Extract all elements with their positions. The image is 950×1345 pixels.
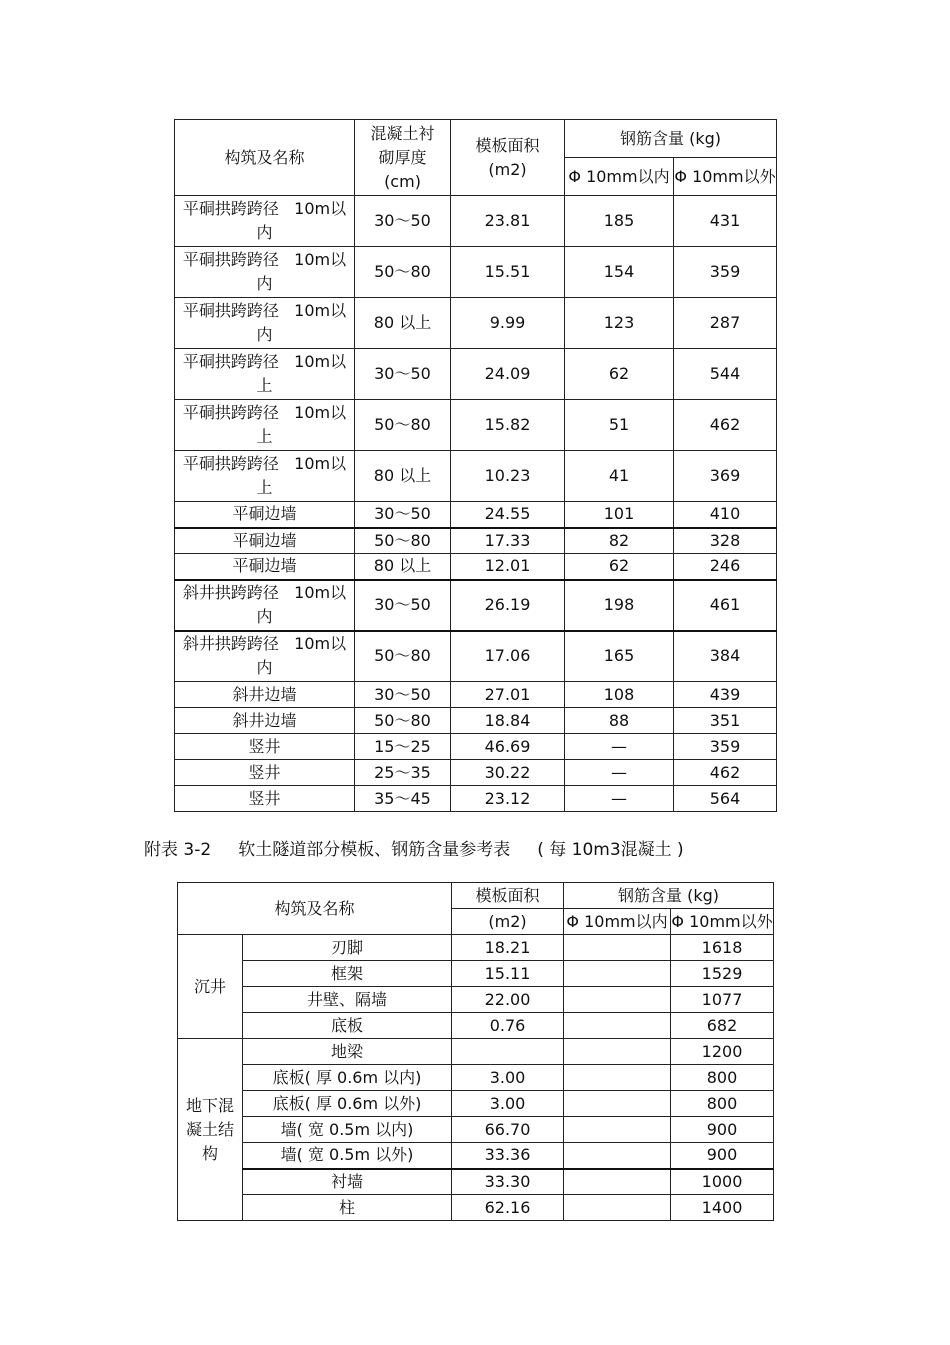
row-name-line: 平硐边墙 bbox=[232, 556, 297, 576]
row-name-line: 内 bbox=[256, 658, 273, 678]
table-row bbox=[175, 760, 777, 786]
row-name bbox=[175, 708, 355, 734]
row-formwork-area: 3.00 bbox=[452, 1091, 564, 1117]
row-name bbox=[175, 554, 355, 580]
row-name bbox=[175, 786, 355, 812]
header-thickness bbox=[355, 120, 451, 196]
row-name: 底板( 厚 0.6m 以内) bbox=[243, 1065, 452, 1091]
row-steel-in bbox=[564, 935, 671, 961]
row-steel-in: — bbox=[565, 786, 674, 812]
row-name-line: 平硐拱跨跨径 10m以 bbox=[182, 352, 347, 371]
row-steel-in: — bbox=[565, 734, 674, 760]
row-steel-in bbox=[564, 961, 671, 987]
formwork-steel-table-1 bbox=[174, 119, 777, 812]
row-steel-out: 1618 bbox=[671, 935, 774, 961]
row-formwork-area: 22.00 bbox=[452, 987, 564, 1013]
group-name-line: 地下混 bbox=[185, 1095, 234, 1115]
table1-body bbox=[175, 196, 777, 812]
row-formwork-area: 66.70 bbox=[452, 1117, 564, 1143]
row-thickness: 50～80 bbox=[355, 708, 451, 734]
header-thickness-line3: (cm) bbox=[384, 171, 421, 191]
row-steel-out: 800 bbox=[671, 1091, 774, 1117]
table-row bbox=[178, 935, 774, 961]
row-name-line: 平硐拱跨跨径 10m以 bbox=[182, 454, 347, 473]
row-steel-in bbox=[564, 1091, 671, 1117]
row-steel-out: 461 bbox=[674, 580, 777, 631]
row-steel-in: 165 bbox=[565, 631, 674, 682]
row-steel-in: 62 bbox=[565, 349, 674, 400]
row-thickness: 30～50 bbox=[355, 502, 451, 528]
table-row bbox=[178, 1117, 774, 1143]
row-name-line: 竖井 bbox=[248, 736, 281, 756]
row-steel-out: 431 bbox=[674, 196, 777, 247]
row-steel-out: 359 bbox=[674, 247, 777, 298]
row-formwork-area: 9.99 bbox=[451, 298, 565, 349]
table-row bbox=[178, 1091, 774, 1117]
row-steel-in bbox=[564, 1117, 671, 1143]
header-formwork bbox=[451, 120, 565, 196]
row-steel-in: 51 bbox=[565, 400, 674, 451]
row-name bbox=[175, 734, 355, 760]
header-name: 构筑及名称 bbox=[178, 883, 452, 935]
row-formwork-area: 10.23 bbox=[451, 451, 565, 502]
row-formwork-area: 27.01 bbox=[451, 682, 565, 708]
row-thickness: 80 以上 bbox=[355, 298, 451, 349]
table-row bbox=[178, 987, 774, 1013]
table-row bbox=[175, 400, 777, 451]
row-steel-out: 351 bbox=[674, 708, 777, 734]
table-row bbox=[175, 298, 777, 349]
group-name bbox=[178, 935, 243, 1039]
table-row bbox=[178, 1143, 774, 1169]
row-steel-in bbox=[564, 1195, 671, 1221]
row-steel-out: 359 bbox=[674, 734, 777, 760]
row-formwork-area: 0.76 bbox=[452, 1013, 564, 1039]
row-formwork-area: 15.82 bbox=[451, 400, 565, 451]
row-steel-out: 462 bbox=[674, 760, 777, 786]
table-row bbox=[175, 247, 777, 298]
row-name-line: 平硐拱跨跨径 10m以 bbox=[182, 301, 347, 320]
row-steel-in bbox=[564, 1143, 671, 1169]
row-name-line: 平硐拱跨跨径 10m以 bbox=[182, 199, 347, 218]
row-steel-in: 154 bbox=[565, 247, 674, 298]
row-name: 框架 bbox=[243, 961, 452, 987]
row-name bbox=[175, 451, 355, 502]
row-steel-in: 82 bbox=[565, 528, 674, 554]
group-name bbox=[178, 1039, 243, 1221]
row-formwork-area: 15.51 bbox=[451, 247, 565, 298]
row-name-line: 斜井拱跨跨径 10m以 bbox=[182, 634, 347, 654]
row-steel-out: 900 bbox=[671, 1117, 774, 1143]
row-formwork-area: 18.21 bbox=[452, 935, 564, 961]
row-name bbox=[175, 682, 355, 708]
header-steel-out: Φ 10mm以外 bbox=[674, 158, 777, 196]
row-name-line: 内 bbox=[256, 607, 273, 626]
row-steel-out: 384 bbox=[674, 631, 777, 682]
header-formwork-line2: (m2) bbox=[452, 909, 564, 935]
row-steel-in bbox=[564, 987, 671, 1013]
header-steel-in: Φ 10mm以内 bbox=[564, 909, 671, 935]
group-name-line: 沉井 bbox=[193, 976, 226, 996]
table-row bbox=[178, 1065, 774, 1091]
row-thickness: 50～80 bbox=[355, 400, 451, 451]
row-formwork-area: 46.69 bbox=[451, 734, 565, 760]
row-name bbox=[175, 400, 355, 451]
row-thickness: 30～50 bbox=[355, 196, 451, 247]
row-steel-out: 246 bbox=[674, 554, 777, 580]
row-name bbox=[175, 298, 355, 349]
row-name: 底板( 厚 0.6m 以外) bbox=[243, 1091, 452, 1117]
row-formwork-area: 3.00 bbox=[452, 1065, 564, 1091]
row-thickness: 35～45 bbox=[355, 786, 451, 812]
table-row bbox=[175, 196, 777, 247]
table-row bbox=[175, 682, 777, 708]
row-name bbox=[175, 349, 355, 400]
row-thickness: 50～80 bbox=[355, 247, 451, 298]
row-name bbox=[175, 196, 355, 247]
row-thickness: 30～50 bbox=[355, 580, 451, 631]
row-name: 井壁、隔墙 bbox=[243, 987, 452, 1013]
row-name: 衬墙 bbox=[243, 1169, 452, 1195]
table-row bbox=[175, 528, 777, 554]
table-row bbox=[175, 580, 777, 631]
row-thickness: 50～80 bbox=[355, 528, 451, 554]
row-name bbox=[175, 760, 355, 786]
header-formwork-line2: (m2) bbox=[488, 159, 527, 179]
row-steel-in: 101 bbox=[565, 502, 674, 528]
row-name bbox=[175, 631, 355, 682]
row-thickness: 80 以上 bbox=[355, 554, 451, 580]
row-steel-out: 682 bbox=[671, 1013, 774, 1039]
row-formwork-area: 33.36 bbox=[452, 1143, 564, 1169]
header-formwork-line1: 模板面积 bbox=[452, 883, 564, 909]
header-formwork-line1: 模板面积 bbox=[475, 135, 540, 155]
row-name-line: 斜井拱跨跨径 10m以 bbox=[182, 583, 347, 602]
row-name: 墙( 宽 0.5m 以外) bbox=[243, 1143, 452, 1169]
header-thickness-line2: 砌厚度 bbox=[378, 147, 427, 167]
row-formwork-area: 62.16 bbox=[452, 1195, 564, 1221]
group-name-line: 构 bbox=[201, 1143, 218, 1163]
row-steel-out: 1200 bbox=[671, 1039, 774, 1065]
table-row bbox=[175, 734, 777, 760]
row-steel-in: 88 bbox=[565, 708, 674, 734]
row-name bbox=[175, 580, 355, 631]
row-formwork-area: 24.55 bbox=[451, 502, 565, 528]
row-name bbox=[175, 247, 355, 298]
table-row bbox=[175, 786, 777, 812]
row-name-line: 内 bbox=[256, 274, 273, 293]
row-name-line: 竖井 bbox=[248, 788, 281, 808]
row-steel-out: 439 bbox=[674, 682, 777, 708]
row-formwork-area: 18.84 bbox=[451, 708, 565, 734]
row-name-line: 平硐边墙 bbox=[232, 504, 297, 524]
row-steel-in: 108 bbox=[565, 682, 674, 708]
row-steel-in bbox=[564, 1065, 671, 1091]
row-name-line: 上 bbox=[256, 376, 273, 395]
row-steel-out: 544 bbox=[674, 349, 777, 400]
row-steel-out: 564 bbox=[674, 786, 777, 812]
row-steel-out: 462 bbox=[674, 400, 777, 451]
row-name: 刃脚 bbox=[243, 935, 452, 961]
row-name-line: 平硐边墙 bbox=[232, 530, 297, 550]
row-name-line: 上 bbox=[256, 478, 273, 497]
row-name-line: 平硐拱跨跨径 10m以 bbox=[182, 250, 347, 269]
group-name-line: 凝土结 bbox=[185, 1119, 234, 1139]
row-name-line: 上 bbox=[256, 427, 273, 446]
row-steel-out: 410 bbox=[674, 502, 777, 528]
table-row bbox=[178, 1169, 774, 1195]
header-thickness-line1: 混凝土衬 bbox=[370, 123, 435, 143]
table-row bbox=[175, 708, 777, 734]
row-thickness: 50～80 bbox=[355, 631, 451, 682]
row-steel-in: 185 bbox=[565, 196, 674, 247]
row-steel-in bbox=[564, 1013, 671, 1039]
row-name bbox=[175, 528, 355, 554]
table2-body bbox=[178, 935, 774, 1221]
row-formwork-area: 17.06 bbox=[451, 631, 565, 682]
formwork-steel-table-2 bbox=[177, 882, 774, 1221]
row-formwork-area: 15.11 bbox=[452, 961, 564, 987]
table-row bbox=[178, 1039, 774, 1065]
row-steel-out: 369 bbox=[674, 451, 777, 502]
row-steel-in: 62 bbox=[565, 554, 674, 580]
row-name-line: 斜井边墙 bbox=[232, 710, 297, 730]
row-steel-in: — bbox=[565, 760, 674, 786]
row-name-line: 斜井边墙 bbox=[232, 684, 297, 704]
table-row bbox=[175, 502, 777, 528]
row-formwork-area: 33.30 bbox=[452, 1169, 564, 1195]
header-steel: 钢筋含量 (kg) bbox=[565, 120, 777, 158]
row-name-line: 内 bbox=[256, 325, 273, 344]
row-name: 底板 bbox=[243, 1013, 452, 1039]
table-row bbox=[178, 1195, 774, 1221]
row-thickness: 30～50 bbox=[355, 682, 451, 708]
row-steel-out: 287 bbox=[674, 298, 777, 349]
table-row bbox=[175, 451, 777, 502]
table2-caption: 附表 3-2 软土隧道部分模板、钢筋含量参考表 ( 每 10m3混凝土 ) bbox=[144, 840, 684, 860]
row-formwork-area: 23.12 bbox=[451, 786, 565, 812]
row-name bbox=[175, 502, 355, 528]
table-row bbox=[175, 554, 777, 580]
row-steel-out: 800 bbox=[671, 1065, 774, 1091]
header-steel: 钢筋含量 (kg) bbox=[564, 883, 774, 909]
row-name-line: 平硐拱跨跨径 10m以 bbox=[182, 403, 347, 422]
header-steel-out: Φ 10mm以外 bbox=[671, 909, 774, 935]
row-formwork-area: 26.19 bbox=[451, 580, 565, 631]
row-steel-in bbox=[564, 1169, 671, 1195]
row-formwork-area: 17.33 bbox=[451, 528, 565, 554]
row-steel-out: 1000 bbox=[671, 1169, 774, 1195]
row-formwork-area: 12.01 bbox=[451, 554, 565, 580]
row-name-line: 竖井 bbox=[248, 762, 281, 782]
row-steel-out: 1077 bbox=[671, 987, 774, 1013]
row-steel-out: 1400 bbox=[671, 1195, 774, 1221]
table-row bbox=[178, 1013, 774, 1039]
table-row bbox=[178, 961, 774, 987]
row-name: 柱 bbox=[243, 1195, 452, 1221]
row-thickness: 30～50 bbox=[355, 349, 451, 400]
row-thickness: 80 以上 bbox=[355, 451, 451, 502]
header-name: 构筑及名称 bbox=[175, 120, 355, 196]
table-row bbox=[175, 631, 777, 682]
row-steel-in: 198 bbox=[565, 580, 674, 631]
row-name-line: 内 bbox=[256, 223, 273, 242]
row-name: 地梁 bbox=[243, 1039, 452, 1065]
row-steel-out: 328 bbox=[674, 528, 777, 554]
row-formwork-area bbox=[452, 1039, 564, 1065]
row-steel-in: 41 bbox=[565, 451, 674, 502]
row-formwork-area: 30.22 bbox=[451, 760, 565, 786]
table-row bbox=[175, 349, 777, 400]
row-name: 墙( 宽 0.5m 以内) bbox=[243, 1117, 452, 1143]
row-steel-in: 123 bbox=[565, 298, 674, 349]
row-steel-in bbox=[564, 1039, 671, 1065]
header-steel-in: Φ 10mm以内 bbox=[565, 158, 674, 196]
row-formwork-area: 23.81 bbox=[451, 196, 565, 247]
row-thickness: 25～35 bbox=[355, 760, 451, 786]
row-steel-out: 1529 bbox=[671, 961, 774, 987]
row-steel-out: 900 bbox=[671, 1143, 774, 1169]
row-formwork-area: 24.09 bbox=[451, 349, 565, 400]
row-thickness: 15～25 bbox=[355, 734, 451, 760]
